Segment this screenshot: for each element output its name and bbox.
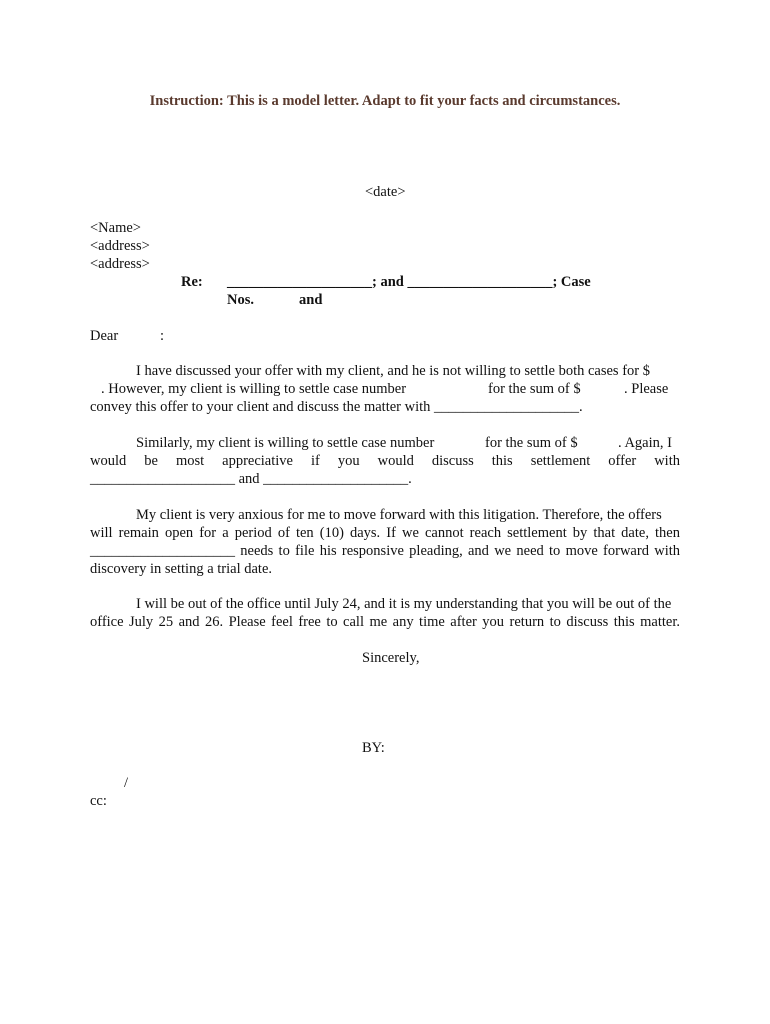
initials-slash: / [124, 775, 129, 791]
paragraph-1-line-2c: . Please [624, 381, 669, 397]
paragraph-3-line-2: will remain open for a period of ten (10) days. If we cannot reach settlement by that date, then [90, 525, 680, 541]
re-nos: Nos. [227, 292, 254, 308]
recipient-address-2: <address> [90, 256, 150, 272]
paragraph-1-line-2a: . However, my client is willing to settle case number [101, 381, 407, 397]
paragraph-2-line-1c: . Again, I [618, 435, 672, 451]
paragraph-1-line-2b: for the sum of $ [488, 381, 581, 397]
paragraph-2-line-3: ____________________ and ____________________. [90, 471, 412, 487]
cc-label: cc: [90, 793, 107, 809]
salutation-colon: : [160, 328, 165, 344]
recipient-name: <Name> [90, 220, 141, 236]
salutation-dear: Dear [90, 328, 119, 344]
paragraph-4-line-2: office July 25 and 26. Please feel free to call me any time after you return to discuss this matter. [90, 614, 680, 630]
paragraph-2-line-1a: Similarly, my client is willing to settle case number [136, 435, 435, 451]
recipient-address-1: <address> [90, 238, 150, 254]
paragraph-3-line-4: discovery in setting a trial date. [90, 561, 273, 577]
signature-by: BY: [362, 740, 385, 756]
paragraph-2-line-2: would be most appreciative if you would discuss this settlement offer with [90, 453, 680, 469]
paragraph-3-line-1: My client is very anxious for me to move forward with this litigation. Therefore, the offers [136, 507, 662, 523]
paragraph-2-line-1b: for the sum of $ [485, 435, 578, 451]
closing-sincerely: Sincerely, [362, 650, 420, 666]
re-label: Re: [181, 274, 203, 290]
instruction-heading: Instruction: This is a model letter. Adapt to fit your facts and circumstances. [149, 93, 621, 109]
re-and: and [299, 292, 323, 308]
re-line-1: ____________________; and ____________________; Case [227, 274, 591, 290]
date-placeholder: <date> [365, 184, 406, 200]
paragraph-1-line-3: convey this offer to your client and discuss the matter with ____________________. [90, 399, 583, 415]
paragraph-1-line-1: I have discussed your offer with my client, and he is not willing to settle both cases for $ [136, 363, 650, 379]
paragraph-3-line-3: ____________________ needs to file his responsive pleading, and we need to move forward with [90, 543, 680, 559]
paragraph-4-line-1: I will be out of the office until July 24, and it is my understanding that you will be out of the [136, 596, 672, 612]
